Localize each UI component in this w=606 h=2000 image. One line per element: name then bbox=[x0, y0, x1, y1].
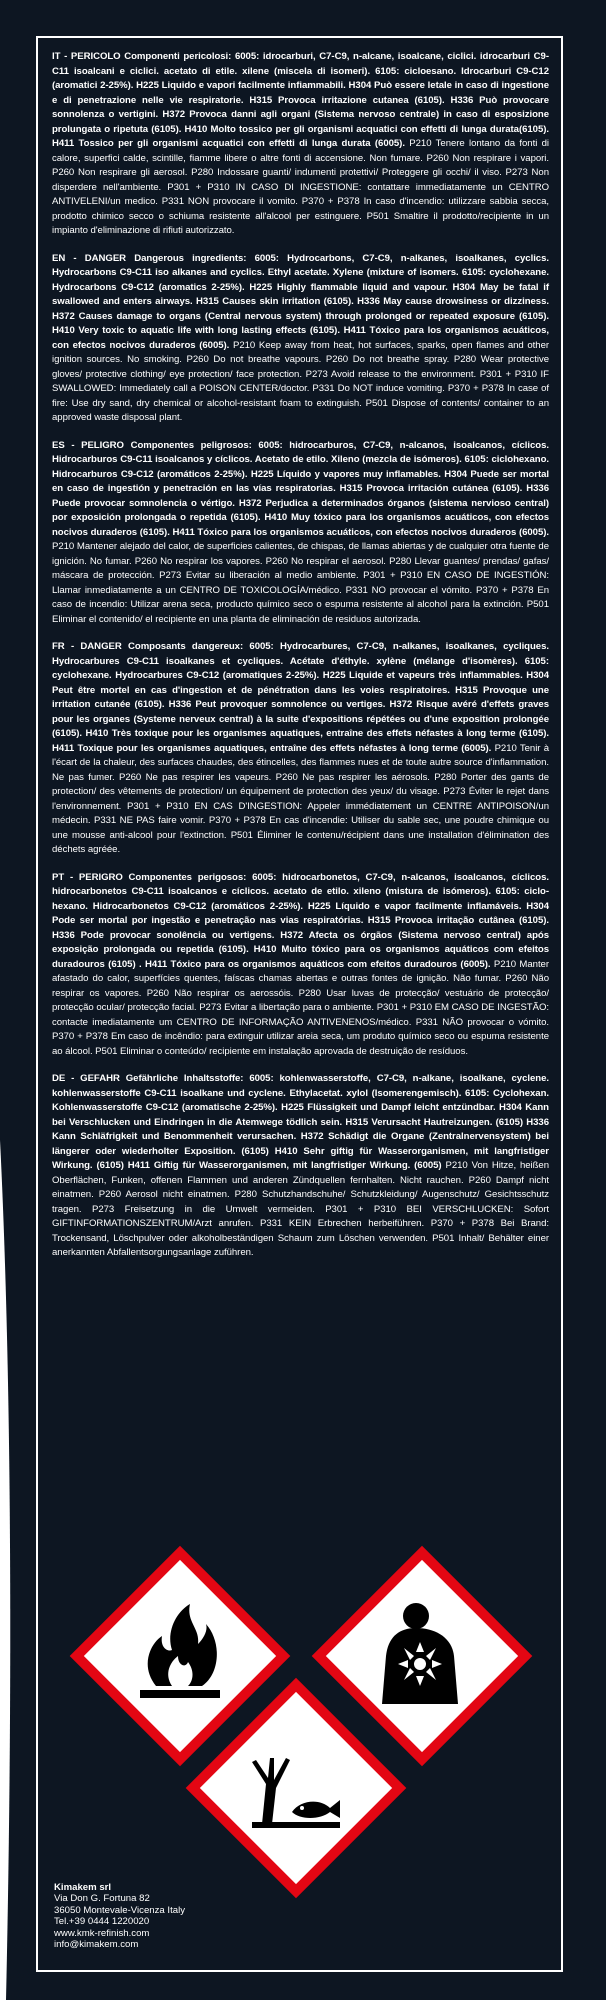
section-de-heading: DE - GEFAHR Gefährliche Inhaltsstoffe: 6005: kohlenwasserstoffe, C7-C9, n-alkane, isoalkane, cyclene. kohlenwasserstoffe C9-C11 isoalkane und cyclene. Ethylacetat. xylol (Isomerengemisch). 6105: Cyclohexan. Kohlenwasserstoffe C9-C12 (aromatische 2-25%). H225 Flüssigkeit und Dampf leicht entzündbar. H304 Kann bei Verschlucken und Eindringen in die Atemwege tödlich sein. H315 Verursacht Hautreizungen. (6105) H336 Kann Schläfrigkeit und Benommenheit verursachen. H372 Schädigt die Organe (Zentralnervensystem) bei längerer oder wiederholter Exposition. (6105) H410 Sehr giftig für Wasserorganismen, mit langfristiger Wirkung. (6105) H411 Giftig für Wasserorganismen, mit langfristiger Wirkung. (6005) bbox=[52, 1073, 549, 1171]
safety-text bbox=[52, 50, 549, 1274]
side-curve-decoration bbox=[0, 1140, 14, 2000]
section-en-heading: EN - DANGER Dangerous ingredients: 6005: Hydrocarbons, C7-C9, n-alkanes, isoalkanes, cyclics. Hydrocarbons C9-C11 iso alkanes and cyclics. Ethyl acetate. Xylene (mixture of isomers. 6105: cyclohexane. Hydrocarbons C9-C12 (aromatics 2-25%). H225 Highly flammable liquid and vapour. H304 May be fatal if swallowed and enters airways. H315 Causes skin irritation (6105). H336 May cause drowsiness or dizziness. H372 Causes damage to organs (Central nervous system) through prolonged or repeated exposure (6105). H410 Very toxic to aquatic life with long lasting effects (6105). H411 Tóxico para los organismos acuáticos, con efectos nocivos duraderos (6005). bbox=[52, 252, 549, 351]
company-website: www.kmk-refinish.com bbox=[54, 1927, 150, 1939]
section-es-body: P210 Mantener alejado del calor, de superficies calientes, de chispas, de llamas abiertas y de cualquier otra fuente de ignición. No fumar. P260 No respirar los vapores. P260 No respirar el aerosol. P280 Llevar guantes/ prendas/ gafas/ máscara de protección. P273 Evitar su liberación al medio ambiente. P301 + P310 EN CASO DE INGESTIÓN: Llamar inmediatamente a un CENTRO DE TOXICOLOGÍA/médico. P331 NO provocar el vómito. P370 + P378 En caso de incendio: Utilizar arena seca, producto químico seco o espuma resistente al alcohol para la extinción. P501 Eliminar el contenido/ el recipiente en una planta de eliminación de residuos autorizada. bbox=[52, 541, 549, 625]
company-address-city: 36050 Montevale-Vicenza Italy bbox=[54, 1904, 186, 1916]
section-en-body: P210 Keep away from heat, hot surfaces, sparks, open flames and other ignition sources. No smoking. P260 Do not breathe vapours. P260 Do not breathe spray. P280 Wear protective gloves/ protective clothing/ eye protection/ face protection. P273 Avoid release to the environment. P301 + P310 IF SWALLOWED: Immediately call a POISON CENTER/doctor. P331 Do NOT induce vomiting. P370 + P378 In case of fire: Use dry sand, dry chemical or alcohol-resistant foam to extinguish. P501 Dispose of contents/ container to an approved waste disposal plant. bbox=[52, 339, 550, 423]
company-email: info@kimakem.com bbox=[54, 1939, 139, 1951]
section-es bbox=[52, 439, 549, 628]
company-phone: Tel.+39 0444 1220020 bbox=[54, 1916, 150, 1928]
section-it bbox=[52, 50, 549, 239]
health-hazard-icon bbox=[312, 1546, 533, 1767]
section-fr-heading: FR - DANGER Composants dangereux: 6005: Hydrocarbures, C7-C9, n-alkanes, isoalkanes, cycliques. Hydrocarbures C9-C11 isoalkanes et cycliques. Acétate d'éthyle. xylène (mélange d'isomères). 6105: cyclohexane. Hydrocarbures C9-C12 (aromatiques 2-25%). H225 Liquide et vapeurs très inflammables. H304 Peut être mortel en cas d'ingestion et de pénétration dans les voies respiratoires. H315 Provoque une irritation cutanée (6105). H336 Peut provoquer somnolence ou vertiges. H372 Risque avéré d'effets graves pour les organes (Systeme nerveux central) à la suite d'expositions répétées ou d'une exposition prolongée (6105). H410 Très toxique pour les organismes aquatiques, entraîne des effets néfastes à long terme (6105). H411 Toxique pour les organismes aquatiques, entraîne des effets néfastes à long terme (6005). bbox=[52, 641, 549, 754]
section-pt-body: P210 Manter afastado do calor, superfícies quentes, faíscas chamas abertas e outras fontes de ignição. Não fumar. P260 Não respirar os vapores. P260 Não respirar os aerossóis. P280 Usar luvas de protecção/ vestuário de protecção/ protecção ocular/ protecção facial. P273 Evitar a libertação para o ambiente. P301 + P310 EM CASO DE INGESTÃO: contacte imediatamente um CENTRO DE INFORMAÇÃO ANTIVENENOS/médico. P331 NÃO provocar o vómito. P370 + P378 Em caso de incêndio: para extinguir utilizar areia seca, um produto químico seco ou espuma resistente ao álcool. P501 Eliminar o conteúdo/ recipiente em instalação aprovada de destruição de resíduos. bbox=[52, 958, 549, 1057]
company-info bbox=[54, 1882, 354, 1950]
flammable-icon bbox=[70, 1546, 291, 1767]
section-fr bbox=[52, 640, 549, 858]
company-address-street: Via Don G. Fortuna 82 bbox=[54, 1893, 150, 1905]
section-pt bbox=[52, 871, 549, 1060]
section-it-heading: IT - PERICOLO Componenti pericolosi: 6005: idrocarburi, C7-C9, n-alcane, isoalcane, ciclici. idrocarburi C9-C11 isoalcani e ciclici. acetato di etile. xilene (miscela di isomeri). 6105: cicloesano. Idrocarburi C9-C12 (aromatici 2-25%). H225 Liquido e vapori facilmente infiammabili. H304 Può essere letale in caso di ingestione e di penetrazione nelle vie respiratorie. H315 Provoca irritazione cutanea (6105). H336 Può provocare sonnolenza o vertigini. H372 Provoca danni agli organi (Sistema nervoso centrale) in caso di esposizione prolungata o ripetuta (6105). H410 Molto tossico per gli organismi acquatici con effetti di lunga durata(6105). H411 Tossico per gli organismi acquatici con effetti di lunga durata (6005). bbox=[52, 51, 549, 149]
section-pt-heading: PT - PERIGRO Componentes perigosos: 6005: hidrocarbonetos, C7-C9, n-alcanos, isoalcanos, cíclicos. hidrocarbonetos C9-C11 isoalcanos e cíclicos. acetato de etilo. xileno (mistura de isómeros). 6105: ciclo-hexano. Hidrocarbonetos C9-C12 (aromáticos 2-25%). H225 Líquido e vapor facilmente inflamáveis. H304 Pode ser mortal por ingestão e penetração nas vias respiratórias. H315 Provoca irritação cutânea (6105). H336 Pode provocar sonolência ou vertigens. H372 Afecta os órgãos (Sistema nervoso central) após exposição prolongada ou repetida (6105). H410 Muito tóxico para os organismos aquáticos com efeitos duradouros (6105) . H411 Tóxico para os organismos aquáticos com efeitos duradouros (6005). bbox=[52, 871, 549, 970]
section-fr-body: P210 Tenir à l'écart de la chaleur, des surfaces chaudes, des étincelles, des flammes nues et de toute autre source d'inflammation. Ne pas fumer. P260 Ne pas respirer les vapeurs. P260 Ne pas respirer les aérosols. P280 Porter des gants de protection/ des vêtements de protection/ un équipement de protection des yeux/ du visage. P273 Éviter le rejet dans l'environnement. P301 + P310 EN CAS D'INGESTION: Appeler immédiatement un CENTRE ANTIPOISON/un médecin. P331 NE PAS faire vomir. P370 + P378 En cas d'incendie: Utiliser du sable sec, une poudre chimique ou une mousse anti-alcool pour l'extinction. P501 Éliminer le contenu/récipient dans une installation d'élimination des déchets agréée. bbox=[52, 742, 550, 855]
company-name: Kimakem srl bbox=[54, 1882, 112, 1893]
section-de bbox=[52, 1072, 549, 1261]
section-es-heading: ES - PELIGRO Componentes peligrosos: 6005: hidrocarburos, C7-C9, n-alcanos, isoalcanos, cíclicos. Hidrocarburos C9-C11 isoalcanos y cíclicos. Acetato de etilo. Xileno (mezcla de isómeros). 6105: ciclohexano. Hidrocarburos C9-C12 (aromáticos 2-25%). H225 Líquido y vapores muy inflamables. H304 Puede ser mortal en caso de ingestión y penetración en las vías respiratorias. H315 Provoca irritación cutánea (6105). H336 Puede provocar somnolencia o vértigo. H372 Perjudica a determinados órganos (sistema nervioso central) por exposición prolongada o repetida (6105). H410 Muy tóxico para los organismos acuáticos, con efectos nocivos duraderos (6105). H411 Tóxico para los organismos acuáticos, con efectos nocivos duraderos (6005). bbox=[52, 439, 549, 538]
section-it-body: P210 Tenere lontano da fonti di calore, superfici calde, scintille, fiamme libere o altre fonti di accensione. Non fumare. P260 Non respirare i vapori. P260 Non respirare gli aerosol. P280 Indossare guanti/ indumenti protettivi/ Proteggere gli occhi/ il viso. P273 Non disperdere nell'ambiente. P301 + P310 IN CASO DI INGESTIONE: contattare immediatamente un CENTRO ANTIVELENI/un medico. P331 NON provocare il vomito. P370 + P378 In caso d'incendio: utilizzare sabbia secca, prodotto chimico secco o schiuma resistente all'alcool per estinguere. P501 Smaltire il prodotto/recipiente in un impianto d'eliminazione di rifiuti autorizzato. bbox=[52, 138, 549, 236]
environment-hazard-icon bbox=[186, 1678, 407, 1899]
section-en bbox=[52, 252, 549, 426]
label-card bbox=[36, 36, 563, 1972]
section-de-body: P210 Von Hitze, heißen Oberflächen, Funken, offenen Flammen und anderen Zündquellen fernhalten. Nicht rauchen. P260 Dampf nicht einatmen. P260 Aerosol nicht einatmen. P280 Schutzhandschuhe/ Schutzkleidung/ Augenschutz/ Gesichtsschutz tragen. P273 Freisetzung in die Umwelt vermeiden. P301 + P310 BEI VERSCHLUCKEN: Sofort GIFTINFORMATIONSZENTRUM/Arzt anrufen. P331 KEIN Erbrechen herbeiführen. P370 + P378 Bei Brand: Trockensand, Löschpulver oder alkoholbeständigen Schaum zum Löschen verwenden. P501 Inhalt/ Behälter einer anerkannten Abfallentsorgungsanlage zuführen. bbox=[52, 1160, 549, 1258]
